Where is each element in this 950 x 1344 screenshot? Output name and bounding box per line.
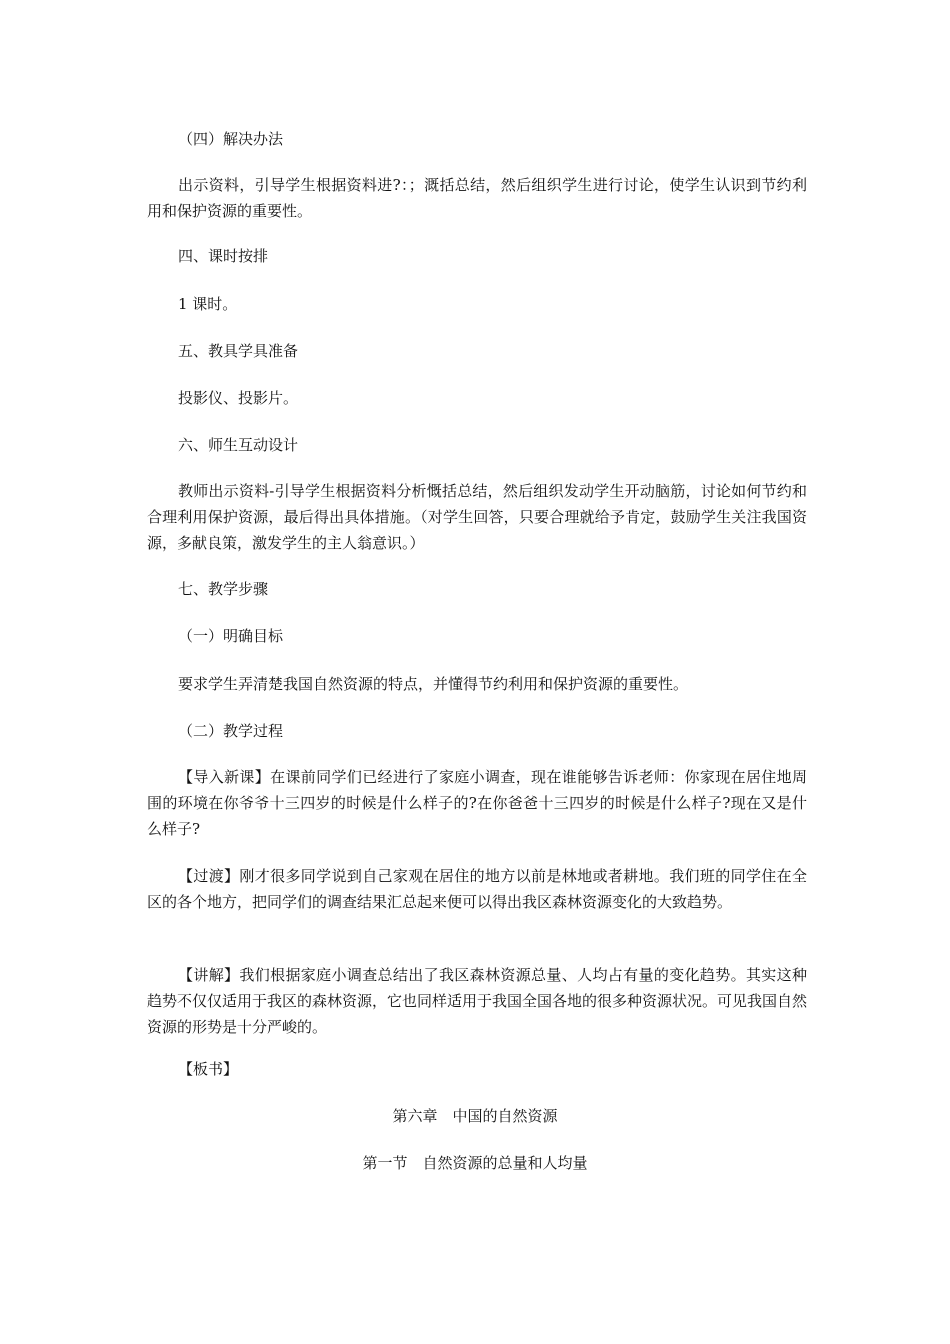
heading-solution: （四）解决办法 xyxy=(178,130,284,148)
paragraph-solution: 出示资料，引导学生根据资料进?：；溉括总结，然后组织学生进行讨论，使学生认识到节约利用和保护资源的重要性。 xyxy=(147,176,807,220)
heading-define-goal: （一）明确目标 xyxy=(178,627,284,645)
chapter-title: 第六章 中国的自然资源 xyxy=(392,1107,558,1125)
heading-board-writing: 【板书】 xyxy=(178,1060,239,1078)
heading-teaching-process: （二）教学过程 xyxy=(178,722,284,740)
heading-interaction-design: 六、师生互动设计 xyxy=(178,436,299,454)
heading-teaching-tools: 五、教具学具准备 xyxy=(178,342,299,360)
paragraph-intro-lesson: 【导入新课】在课前同学们已经进行了家庭小调查，现在谁能够告诉老师：你家现在居住地周围的环境在你爷爷十三四岁的时候是什么样子的?在你爸爸十三四岁的时候是什么样子?现在又是什么样子? xyxy=(147,768,807,838)
paragraph-explanation: 【讲解】我们根据家庭小调查总结出了我区森林资源总量、人均占有量的变化趋势。其实这种趋势不仅仅适用于我区的森林资源，它也同样适用于我国全国各地的很多种资源状况。可见我国自然资源的形势是十分严峻的。 xyxy=(147,966,808,1036)
paragraph-interaction-design: 教师出示资料-引导学生根据资料分析慨括总结，然后组织发动学生开动脑筋，讨论如何节约和合理利用保护资源，最后得出具体措施。（对学生回答，只要合理就给予肯定，鼓励学生关注我国资源，多献良策，激发学生的主人翁意识。） xyxy=(147,482,807,552)
section-title: 第一节 自然资源的总量和人均量 xyxy=(362,1154,588,1172)
paragraph-define-goal: 要求学生弄清楚我国自然资源的特点，并懂得节约利用和保护资源的重要性。 xyxy=(178,675,689,693)
paragraph-teaching-tools: 投影仪、投影片。 xyxy=(178,389,299,407)
paragraph-transition: 【过渡】刚才很多同学说到自己家观在居住的地方以前是林地或者耕地。我们班的同学住在全区的各个地方，把同学们的调查结果汇总起来便可以得出我区森林资源变化的大致趋势。 xyxy=(147,867,807,911)
heading-class-hours: 四、课时按排 xyxy=(178,247,269,265)
paragraph-class-hours: 1 课时。 xyxy=(178,295,238,313)
heading-teaching-steps: 七、教学步骤 xyxy=(178,580,269,598)
